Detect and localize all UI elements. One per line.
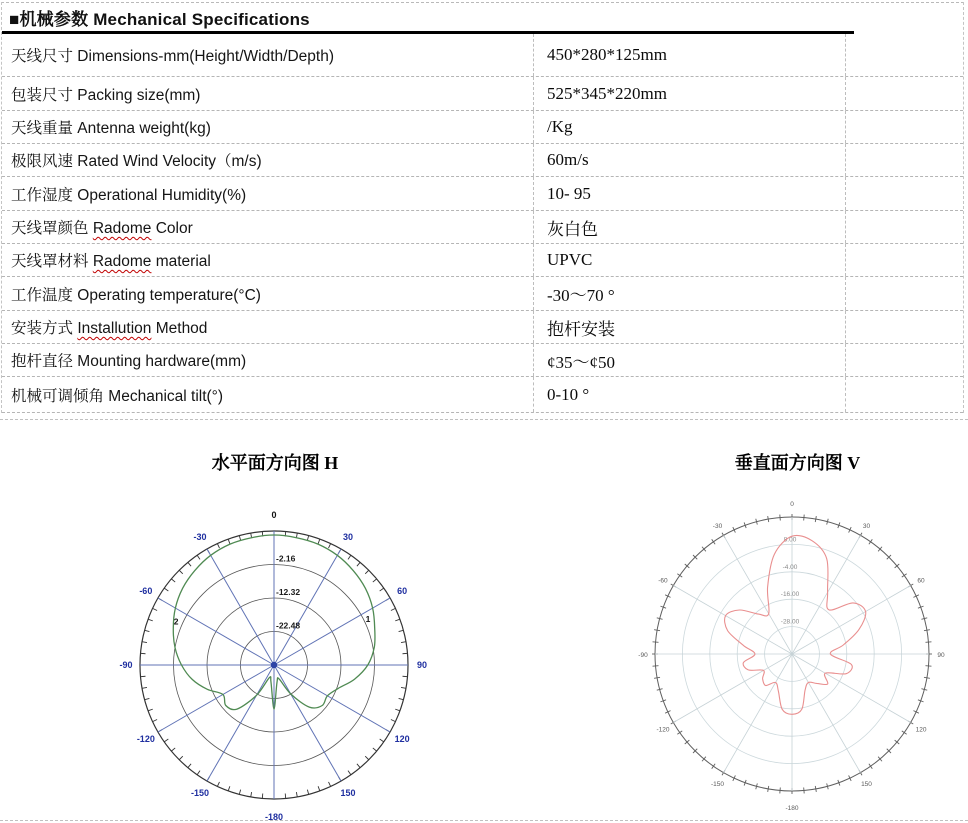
angle-tick-label: 0 <box>790 501 794 508</box>
ring-db-label: -4.00 <box>782 563 798 571</box>
spec-label-cell: 包装尺寸 Packing size(mm) <box>2 77 534 110</box>
table-margin-cell <box>846 344 963 376</box>
spec-label-cell: 天线重量 Antenna weight(kg) <box>2 111 534 143</box>
spec-value-cell: 450*280*125mm <box>534 34 846 76</box>
spec-value-cell: UPVC <box>534 244 846 276</box>
spec-value-cell: 60m/s <box>534 144 846 176</box>
spec-label-cell: 天线罩材料 Radome material <box>2 244 534 276</box>
ring-db-label: -16.00 <box>780 591 800 599</box>
angle-tick-label: 150 <box>861 781 872 789</box>
v-plane-chart-title: 垂直面方向图 V <box>734 453 861 473</box>
angle-tick-label: -120 <box>136 734 155 744</box>
spec-label-cell: 工作湿度 Operational Humidity(%) <box>2 177 534 210</box>
h-plane-chart-title: 水平面方向图 H <box>211 453 339 473</box>
spec-value-cell: ¢35～¢50 <box>534 344 846 376</box>
angle-tick-label: -30 <box>712 522 723 530</box>
angle-tick-label: -120 <box>656 726 670 734</box>
table-margin-cell <box>846 34 963 76</box>
spec-value-cell: 525*345*220mm <box>534 77 846 110</box>
table-row <box>2 111 963 144</box>
ring-db-label: 8.00 <box>783 536 797 544</box>
angle-tick-label: -180 <box>785 805 799 812</box>
angle-tick-label: 60 <box>397 586 408 596</box>
mechanical-specs-table <box>1 2 964 413</box>
spec-value-cell: /Kg <box>534 111 846 143</box>
v-plane-polar-chart <box>625 500 968 823</box>
section-divider-line <box>0 419 968 420</box>
misspelled-word: Radome <box>92 220 152 237</box>
angle-tick-label: 30 <box>342 531 354 542</box>
angle-tick-label: 150 <box>340 788 356 799</box>
spec-value-cell: 灰白色 <box>534 211 846 243</box>
table-row <box>2 34 963 77</box>
angle-tick-label: 120 <box>915 726 927 734</box>
spec-label-cell: 工作温度 Operating temperature(°C) <box>2 277 534 310</box>
spec-label-cell: 机械可调倾角 Mechanical tilt(°) <box>2 377 534 412</box>
spec-label-cell: 天线罩颜色 Radome Color <box>2 211 534 243</box>
table-margin-cell <box>846 311 963 343</box>
angle-tick-label: 60 <box>917 577 925 585</box>
angle-tick-label: -180 <box>264 812 284 822</box>
table-header <box>2 3 854 34</box>
ring-db-label: -22.48 <box>276 620 301 631</box>
table-margin-cell <box>846 77 963 110</box>
center-dot <box>271 662 277 668</box>
ring-db-label: -28.00 <box>780 618 800 626</box>
table-margin-cell <box>846 111 963 143</box>
ring-db-label: -2.16 <box>276 553 296 564</box>
table-margin-cell <box>846 377 963 412</box>
h-plane-polar-chart <box>105 500 445 823</box>
misspelled-word: Installution <box>77 320 152 337</box>
spec-value-cell: 0-10 ° <box>534 377 846 412</box>
angle-tick-label: -150 <box>190 788 210 799</box>
misspelled-word: Radome <box>92 253 152 270</box>
table-row <box>2 277 963 311</box>
trace-marker-label: 1 <box>365 614 371 625</box>
table-margin-cell <box>846 177 963 210</box>
angle-tick-label: 90 <box>937 652 945 659</box>
ring-db-label: -12.32 <box>276 587 301 597</box>
angle-tick-label: 0 <box>271 510 277 520</box>
table-row <box>2 244 963 277</box>
spec-value-cell: -30～70 ° <box>534 277 846 310</box>
angle-tick-label: 30 <box>862 522 871 530</box>
table-margin-cell <box>846 211 963 243</box>
spec-value-cell: 抱杆安装 <box>534 311 846 343</box>
spec-label-cell: 天线尺寸 Dimensions-mm(Height/Width/Depth) <box>2 34 534 76</box>
trace-marker-label: 2 <box>173 616 179 627</box>
table-row <box>2 211 963 244</box>
spec-value-cell: 10- 95 <box>534 177 846 210</box>
table-margin-cell <box>846 144 963 176</box>
angle-tick-label: 120 <box>394 734 410 744</box>
angle-tick-label: -60 <box>658 577 668 585</box>
table-row <box>2 77 963 111</box>
spec-rows-container <box>2 34 963 413</box>
spec-label-cell: 抱杆直径 Mounting hardware(mm) <box>2 344 534 376</box>
angle-tick-label: -150 <box>710 781 725 789</box>
angle-tick-label: -90 <box>638 652 648 659</box>
table-row <box>2 144 963 177</box>
table-header-title: ■机械参数 Mechanical Specifications <box>9 9 310 29</box>
angle-tick-label: -30 <box>193 531 207 542</box>
spec-label-cell: 安装方式 Installution Method <box>2 311 534 343</box>
table-row <box>2 311 963 344</box>
angle-tick-label: 90 <box>416 660 428 670</box>
angle-tick-label: -60 <box>139 586 153 596</box>
table-row <box>2 344 963 377</box>
table-row <box>2 177 963 211</box>
table-row <box>2 377 963 413</box>
angle-tick-label: -90 <box>119 660 133 670</box>
spec-label-cell: 极限风速 Rated Wind Velocity（m/s) <box>2 144 534 176</box>
table-margin-cell <box>846 277 963 310</box>
table-margin-cell <box>846 244 963 276</box>
